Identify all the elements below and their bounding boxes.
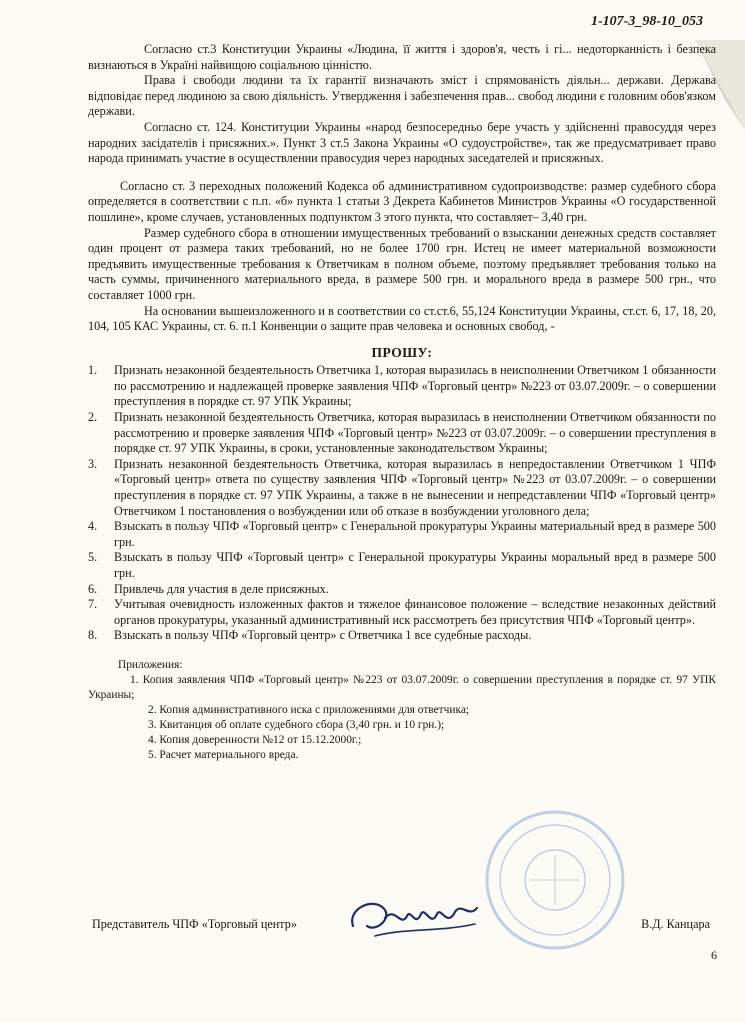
document-body bbox=[88, 42, 716, 763]
attachments-title: Приложения: bbox=[118, 658, 183, 671]
handwritten-signature bbox=[345, 888, 485, 948]
request-item: 1. Признать незаконной бездеятельность Ответчика 1, которая выразилась в неисполнении Ответчиком 1 обязанности по рассмотрению и надлежащей проверке заявления ЧПФ «Торговый центр» №223 от 03.07.2009г. – о совершении преступления в порядке ст. 97 УПК Украины; bbox=[88, 363, 716, 409]
attachment-item: 2. Копия административного иска с приложениями для ответчика; bbox=[148, 703, 470, 716]
paragraph-court-fee: Согласно ст. 3 переходных положений Кодекса об административном судопроизводстве: размер судебного сбора определяется в соответствии с п.п. «б» пункта 1 статьи 3 Декрета Кабинетов Министров Украины «О государственной пошлине», кроме случаев, установленных подпунктом 3 этого пункта, что составляет– 3,40 грн. bbox=[88, 178, 716, 224]
attachments bbox=[88, 658, 716, 763]
paragraph-fee-size: Размер судебного сбора в отношении имущественных требований о взыскании денежных средств составляет один процент от размера таких требований, но не более 1700 грн. Истец не имеет материальной возможности предъявить имущественные требования к Ответчикам в полном объеме, поэтому предъявляет требования только на часть суммы, причиненного материального вреда, в размере 500 грн. и морального вреда в размере 500 грн., что составляет 1000 грн. bbox=[88, 225, 716, 302]
document-id: 1-107-3_98-10_053 bbox=[591, 14, 703, 29]
paragraph-constitution-art3: Согласно ст.3 Конституции Украины «Людина, її життя і здоров'я, честь і гі... недоторканність і безпека визнаються в Україні найвищою соціальною цінністю. bbox=[88, 42, 716, 72]
paragraph-legal-basis: На основании вышеизложенного и в соответствии со ст.ст.6, 55,124 Конституции Украины, ст.ст. 6, 17, 18, 20, 104, 105 КАС Украины, ст. 6. п.1 Конвенции о защите прав человека и основных свобод, - bbox=[88, 303, 716, 334]
request-item: 7. Учитывая очевидность изложенных фактов и тяжелое финансовое положение – вследствие незаконных действий органов прокуратуры, указанный административный иск рассмотреть без присутствия ЧПФ «Торговый центр». bbox=[88, 597, 716, 627]
paragraph-rights-freedoms: Права і свободи людини та їх гарантії визначають зміст і спрямованість діяльн... держави. Держава відповідає перед людиною за свою діяльність. Утвердження і забезпечення прав... свобод людини є головним обов'язком держави. bbox=[88, 73, 716, 119]
attachment-item: 3. Квитанция об оплате судебного сбора (3,40 грн. и 10 грн.); bbox=[148, 718, 445, 731]
signatory-name: В.Д. Канцара bbox=[641, 917, 710, 931]
request-item: 3. Признать незаконной бездеятельность Ответчика, которая выразилась в непредоставлении Ответчиком 1 ЧПФ «Торговый центр» ответа по существу заявления ЧПФ «Торговый центр» №223 от 03.07.2009г. – о совершении преступления в порядке ст. 97 УПК Украины, а также в не вынесении и непредставлении ЧПФ «Торговый центр» Ответчиком 1 постановления о возбуждении или об отказе в возбуждении уголовного дела; bbox=[88, 456, 716, 518]
paragraph-constitution-art124: Согласно ст. 124. Конституции Украины «народ безпосередньо бере участь у здійсненні правосуддя через народних засідателів і присяжних.». Пункт 3 ст.5 Закона Украины «О судоустройстве», так же предусматривает право народа принимать участие в осуществлении правосудия через народных заседателей и присяжных. bbox=[88, 119, 716, 166]
attachment-item: 5. Расчет материального вреда. bbox=[148, 748, 299, 761]
request-item: 4. Взыскать в пользу ЧПФ «Торговый центр» с Генеральной прокуратуры Украины материальный вред в размере 500 грн. bbox=[88, 519, 716, 549]
request-item: 2. Признать незаконной бездеятельность Ответчика, которая выразилась в неисполнении Ответчиком обязанности по рассмотрению и проверке заявления ЧПФ «Торговый центр» №223 от 03.07.2009г. – о совершении преступления в порядке ст. 97 УПК Украины, в сроки, установленные законодательством Украины; bbox=[88, 410, 716, 456]
request-item: 8. Взыскать в пользу ЧПФ «Торговый центр» с Ответчика 1 все судебные расходы. bbox=[88, 628, 532, 643]
request-item: 6. Привлечь для участия в деле присяжных. bbox=[88, 581, 329, 596]
official-stamp bbox=[480, 805, 630, 955]
request-list bbox=[88, 363, 716, 644]
request-item: 5. Взыскать в пользу ЧПФ «Торговый центр» с Генеральной прокуратуры Украины моральный вред в размере 500 грн. bbox=[88, 550, 716, 580]
attachment-item: 1. Копия заявления ЧПФ «Торговый центр» №223 от 03.07.2009г. о совершении преступления в порядке ст. 97 УПК Украины; bbox=[88, 673, 716, 701]
page-number: 6 bbox=[711, 948, 717, 962]
representative-label: Представитель ЧПФ «Торговый центр» bbox=[92, 917, 297, 931]
attachment-item: 4. Копия доверенности №12 от 15.12.2000г.; bbox=[148, 733, 362, 746]
request-title: ПРОШУ: bbox=[371, 344, 433, 360]
